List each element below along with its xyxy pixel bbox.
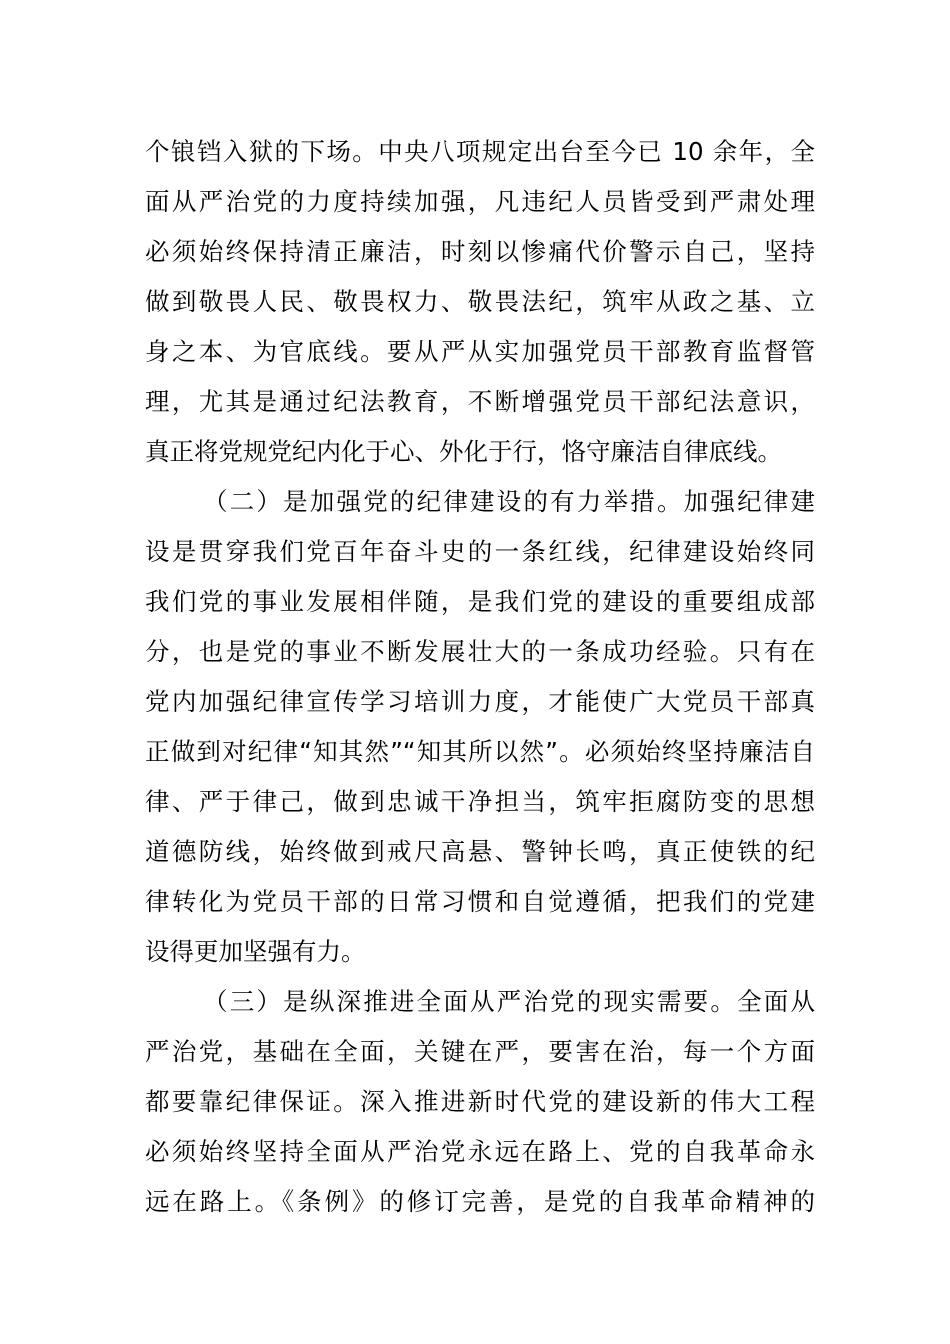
text-line: 律转化为党员干部的日常习惯和自觉遵循，把我们的党建 bbox=[145, 887, 815, 916]
text-line: 必须始终坚持全面从严治党永远在路上、党的自我革命永 bbox=[145, 1137, 815, 1166]
text-line: 身之本、为官底线。要从严从实加强党员干部教育监督管 bbox=[145, 337, 815, 366]
text-line: 设是贯穿我们党百年奋斗史的一条红线，纪律建设始终同 bbox=[145, 537, 815, 566]
text-line: 正做到对纪律“知其然”“知其所以然”。必须始终坚持廉洁自 bbox=[145, 737, 815, 766]
section-heading-line: （三）是纵深推进全面从严治党的现实需要。全面从 bbox=[203, 987, 815, 1016]
text-line: 律、严于律己，做到忠诚干净担当，筑牢拒腐防变的思想 bbox=[145, 787, 815, 816]
text-line: 真正将党规党纪内化于心、外化于行，恪守廉洁自律底线。 bbox=[145, 437, 782, 466]
text-line: 远在路上。《条例》的修订完善，是党的自我革命精神的 bbox=[145, 1187, 815, 1216]
text-line: 必须始终保持清正廉洁，时刻以惨痛代价警示自己，坚持 bbox=[145, 237, 815, 266]
text-line: 都要靠纪律保证。深入推进新时代党的建设新的伟大工程 bbox=[145, 1087, 815, 1116]
text-line: 分，也是党的事业不断发展壮大的一条成功经验。只有在 bbox=[145, 637, 815, 666]
text-line: 党内加强纪律宣传学习培训力度，才能使广大党员干部真 bbox=[145, 687, 815, 716]
text-line: 面从严治党的力度持续加强，凡违纪人员皆受到严肃处理 bbox=[145, 187, 815, 216]
text-line: 个锒铛入狱的下场。中央八项规定出台至今已 10 余年，全 bbox=[145, 137, 815, 166]
text-line: 道德防线，始终做到戒尺高悬、警钟长鸣，真正使铁的纪 bbox=[145, 837, 815, 866]
text-line: 理，尤其是通过纪法教育，不断增强党员干部纪法意识， bbox=[145, 387, 815, 416]
text-line: 做到敬畏人民、敬畏权力、敬畏法纪，筑牢从政之基、立 bbox=[145, 287, 815, 316]
text-line: 严治党，基础在全面，关键在严，要害在治，每一个方面 bbox=[145, 1037, 815, 1066]
document-body bbox=[145, 127, 815, 1227]
text-line: 设得更加坚强有力。 bbox=[145, 937, 366, 966]
section-heading-line: （二）是加强党的纪律建设的有力举措。加强纪律建 bbox=[203, 487, 815, 516]
text-line: 我们党的事业发展相伴随，是我们党的建设的重要组成部 bbox=[145, 587, 815, 616]
